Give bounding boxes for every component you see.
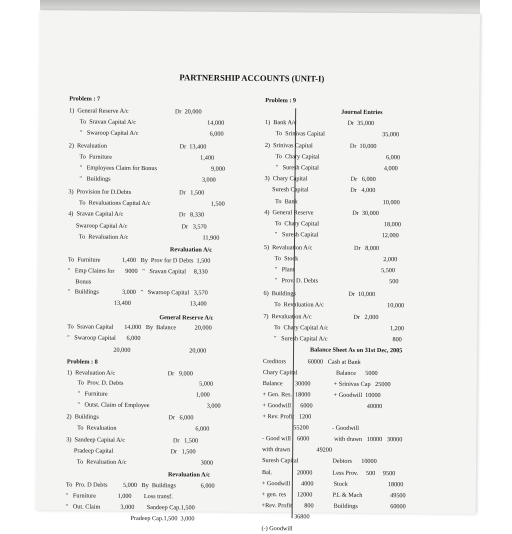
page-heading: PARTNERSHIP ACCOUNTS (UNIT-I) (179, 72, 325, 84)
left-lines-text: Revaluation A/c (169, 246, 213, 254)
right-lines-text: " Suresh Capital 12,000 (264, 231, 399, 240)
right-lines-text: 7) Revaluation A/c Dr 2,000 (263, 313, 379, 322)
right-lines-text: 36800 (261, 513, 310, 521)
right-lines-text: with drawn 49200 (262, 446, 332, 454)
document-page (36, 10, 480, 533)
right-lines-text: 4) General Reserve Dr 30,000 (264, 209, 379, 218)
right-lines-text: To Bank 10,000 (264, 198, 400, 207)
right-lines-text: + Gen. Res. 18000 + Goodwill 10000 (262, 391, 381, 400)
left-lines-text: 20,000 20,000 (67, 346, 207, 355)
left-lines-text: " Furniture 1,000 Loss transf. (65, 492, 173, 501)
left-lines-text: " Outst. Claim of Employee 3,000 (66, 401, 221, 410)
left-lines-text: " Swaroop Capital 6,000 (67, 334, 141, 342)
left-lines-text: To Revaluation A/c 3000 (66, 458, 214, 467)
right-lines-text: 55200 - Goodwill (262, 424, 359, 432)
left-lines-text: Pradeep Capital Dr 1,500 (66, 447, 196, 456)
right-lines-text: 5) Revaluation A/c Dr 8,000 (263, 244, 380, 253)
left-lines-text: 1) Revaluation A/c Dr 9,000 (66, 369, 193, 378)
right-lines-text: " Suresh Capital A/c 800 (263, 335, 402, 344)
left-lines-text: 2) Buildings Dr 6,000 (66, 413, 194, 422)
right-lines-text: " Prov. D. Debts 500 (263, 277, 399, 286)
right-lines-text: 3) Chary Capital Dr 6,000 (264, 175, 376, 184)
right-lines-text: +Rev. Profit 800 Buildings 60000 (261, 502, 406, 511)
left-lines-text: General Reserve A/c (159, 314, 214, 322)
right-lines-text: 1) Bank A/c Dr 35,000 (265, 119, 375, 128)
left-lines-text: Problem : 7 (69, 95, 101, 103)
left-lines-text: Problem : 8 (66, 358, 98, 366)
right-lines-text: - Good will 6000 with drawn 10000 30000 (262, 435, 403, 444)
left-lines-text: To Sravan Capital A/c 14,000 (69, 118, 225, 127)
right-lines-text: Suresh Capital Debtors 10000 (262, 457, 377, 466)
left-lines-text: " Employees Claim for Bonus 9,000 (68, 164, 226, 173)
left-lines-text: " Out. Claim 3,000 Sandeep Cap.1,500 (65, 503, 195, 512)
left-lines-text: " Buildings 3,000 " Swaroop Capital 3,570 (67, 288, 208, 297)
left-lines-text: Bonus (67, 278, 92, 286)
right-lines-text: Journal Entries (341, 108, 383, 117)
right-lines-text: Bal. 20000 Less Prov. 500 9500 (261, 469, 396, 478)
right-lines-text: To Revaluation A/c 10,000 (263, 301, 405, 310)
left-lines-text: To Revaluation 6,000 (66, 424, 210, 433)
left-lines-text: " Swaroop Capital A/c 6,000 (68, 129, 224, 138)
left-lines-text: To Sravan Capital 14,000 By Balance 20,000 (67, 323, 212, 332)
right-lines-text: To Chary Capital 18,000 (264, 220, 401, 229)
right-lines-text: Balance Sheet As on 31st Dec, 2005 (310, 346, 403, 355)
left-lines-text: " Buildings 3,000 (68, 175, 216, 184)
left-lines-text: 3) Provision for D.Debts Dr 1,500 (68, 188, 205, 197)
right-lines-text: + Rev. Profit 1200 (262, 413, 312, 421)
left-lines-text: 4) Sravan Capital A/c Dr 8,330 (68, 210, 205, 219)
left-lines-text: To Revaluation A/c 11,900 (68, 233, 220, 242)
right-lines-text: Suresh Capital Dr 4,000 (264, 186, 376, 195)
left-lines-text: To Prov. D. Debts 5,000 (66, 379, 214, 388)
right-lines-text: Balance 30000 + Srinivas Cap 25000 (262, 380, 391, 389)
right-lines-text: " Plant 5,500 (263, 266, 396, 275)
left-lines-text: " Furniture 1,000 (66, 390, 210, 399)
right-lines-text: Problem : 9 (265, 97, 297, 105)
right-lines-text: Creditors 60000 Cash at Bank (262, 358, 361, 366)
left-lines-text: To Furniture 1,400 By Prov for D Debts 1,500 (67, 256, 211, 265)
left-lines-text: 1) General Reserve A/c Dr 20,000 (69, 107, 202, 116)
left-lines-text: To Pro. D Debts 5,000 By Buildings 6,000 (65, 481, 215, 490)
right-lines-text: + Goodwill 6000 40000 (262, 402, 383, 411)
right-lines-text: + gen. res 12000 P.L & Mach 49500 (261, 491, 406, 500)
right-lines-text: 6) Buildings Dr 10,000 (263, 290, 376, 299)
left-lines-text: 3) Sandeep Capital A/c Dr 1,500 (66, 436, 199, 445)
right-lines-text: Chary Capital Balance 5000 (262, 369, 378, 378)
right-lines-text: To Stock 2,000 (263, 255, 398, 264)
right-lines-text: 2) Srinivas Capital Dr 10,000 (264, 142, 377, 151)
right-lines-text: To Chary Capital A/c 1,200 (263, 324, 405, 333)
left-lines-text: Revaluation A/c (167, 471, 211, 479)
left-lines-text: To Revaluations Capital A/c 1,500 (68, 199, 225, 208)
left-lines-text: 2) Revaluation Dr 13,400 (68, 142, 207, 151)
left-lines-text: To Furniture 1,400 (68, 153, 215, 162)
right-lines-text: " Suresh Capital 4,000 (264, 164, 398, 173)
right-lines-text: To Chary Capital 6,000 (264, 153, 400, 162)
right-lines-text: + Goodwill 4000 Stock 18000 (261, 480, 404, 489)
left-lines-text: Swaroop Capital A/c Dr 3,570 (68, 222, 207, 231)
left-lines-text: Pradeep Cap.1,500 3,000 (65, 514, 195, 523)
left-lines-text: 13,400 13,400 (67, 299, 207, 308)
right-lines-text: (-) Goodwill (261, 525, 293, 533)
left-lines-text: " Emp Claims for 9000 " Sravan Capital 8,330 (67, 267, 208, 276)
right-lines-text: To Srinivas Capital 35,000 (264, 130, 400, 139)
